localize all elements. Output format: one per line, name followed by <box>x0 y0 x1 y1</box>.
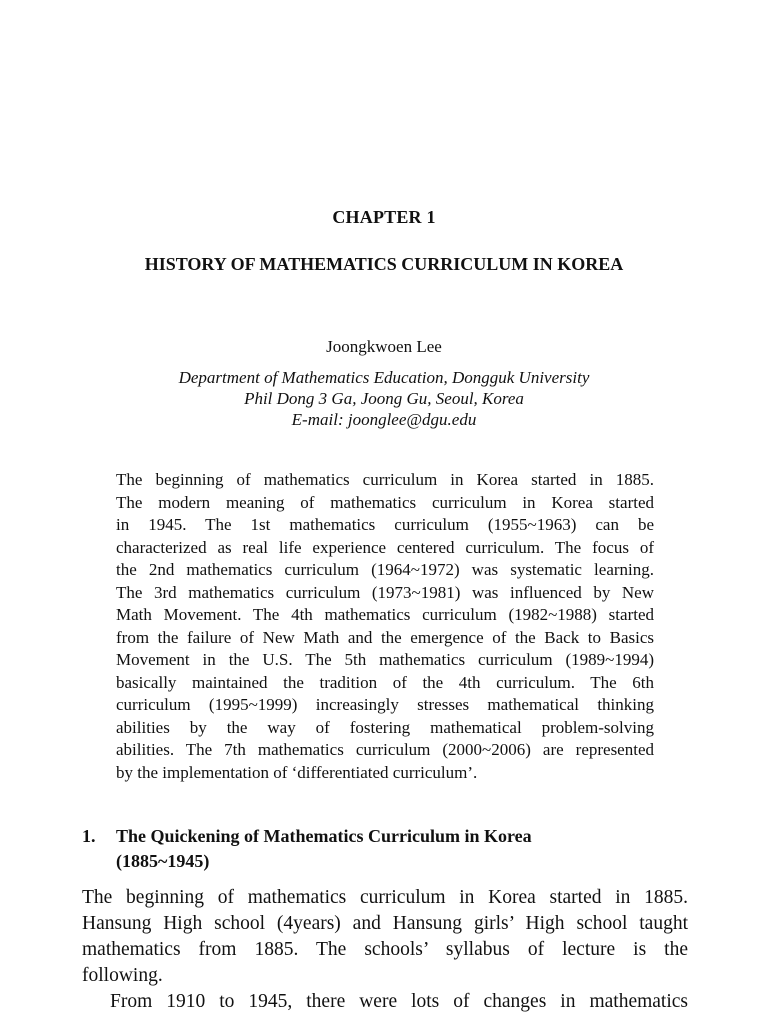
abstract-line: characterized as real life experience centered curriculum. The focus of <box>116 537 654 557</box>
abstract-line: abilities by the way of fostering mathematical problem-solving <box>116 717 654 737</box>
author-name: Joongkwoen Lee <box>326 337 442 356</box>
abstract <box>116 469 654 784</box>
section-title <box>116 824 682 874</box>
chapter-title: HISTORY OF MATHEMATICS CURRICULUM IN KOREA <box>144 254 624 274</box>
body-line: Hansung High school (4years) and Hansung girls’ High school taught <box>82 913 688 934</box>
abstract-line: The beginning of mathematics curriculum in Korea started in 1885. <box>116 470 654 489</box>
body-line: following. <box>82 965 163 986</box>
body-line: From 1910 to 1945, there were lots of changes in mathematics <box>110 991 688 1012</box>
section-title-line: The Quickening of Mathematics Curriculum in Korea <box>116 826 532 846</box>
email-line: E-mail: joonglee@dgu.edu <box>291 410 477 429</box>
section-heading <box>82 824 682 874</box>
abstract-line: Math Movement. The 4th mathematics curriculum (1982~1988) started <box>116 605 654 624</box>
abstract-line: in 1945. The 1st mathematics curriculum (1955~1963) can be <box>116 515 654 534</box>
abstract-line: The modern meaning of mathematics curriculum in Korea started <box>116 492 654 512</box>
affiliation-line: Department of Mathematics Education, Dongguk University <box>178 368 590 387</box>
abstract-line: basically maintained the tradition of the 4th curriculum. The 6th <box>116 672 654 692</box>
abstract-line: from the failure of New Math and the emergence of the Back to Basics <box>116 627 654 647</box>
abstract-line: abilities. The 7th mathematics curriculum (2000~2006) are represented <box>116 740 654 759</box>
body-line: The beginning of mathematics curriculum in Korea started in 1885. <box>82 887 688 908</box>
author-affiliation <box>0 367 768 430</box>
body-line: mathematics from 1885. The schools’ syllabus of lecture is the <box>82 939 688 960</box>
abstract-line: Movement in the U.S. The 5th mathematics curriculum (1989~1994) <box>116 650 654 669</box>
abstract-line: the 2nd mathematics curriculum (1964~1972) was systematic learning. <box>116 560 654 579</box>
abstract-line: The 3rd mathematics curriculum (1973~1981) was influenced by New <box>116 582 654 602</box>
section-number: 1. <box>82 826 96 846</box>
chapter-label: CHAPTER 1 <box>332 207 436 227</box>
abstract-line: by the implementation of ‘differentiated curriculum’. <box>116 762 478 782</box>
section-title-line: (1885~1945) <box>116 851 210 871</box>
body-paragraph <box>82 885 688 1015</box>
affiliation-line: Phil Dong 3 Ga, Joong Gu, Seoul, Korea <box>244 389 524 408</box>
abstract-line: curriculum (1995~1999) increasingly stresses mathematical thinking <box>116 695 654 714</box>
